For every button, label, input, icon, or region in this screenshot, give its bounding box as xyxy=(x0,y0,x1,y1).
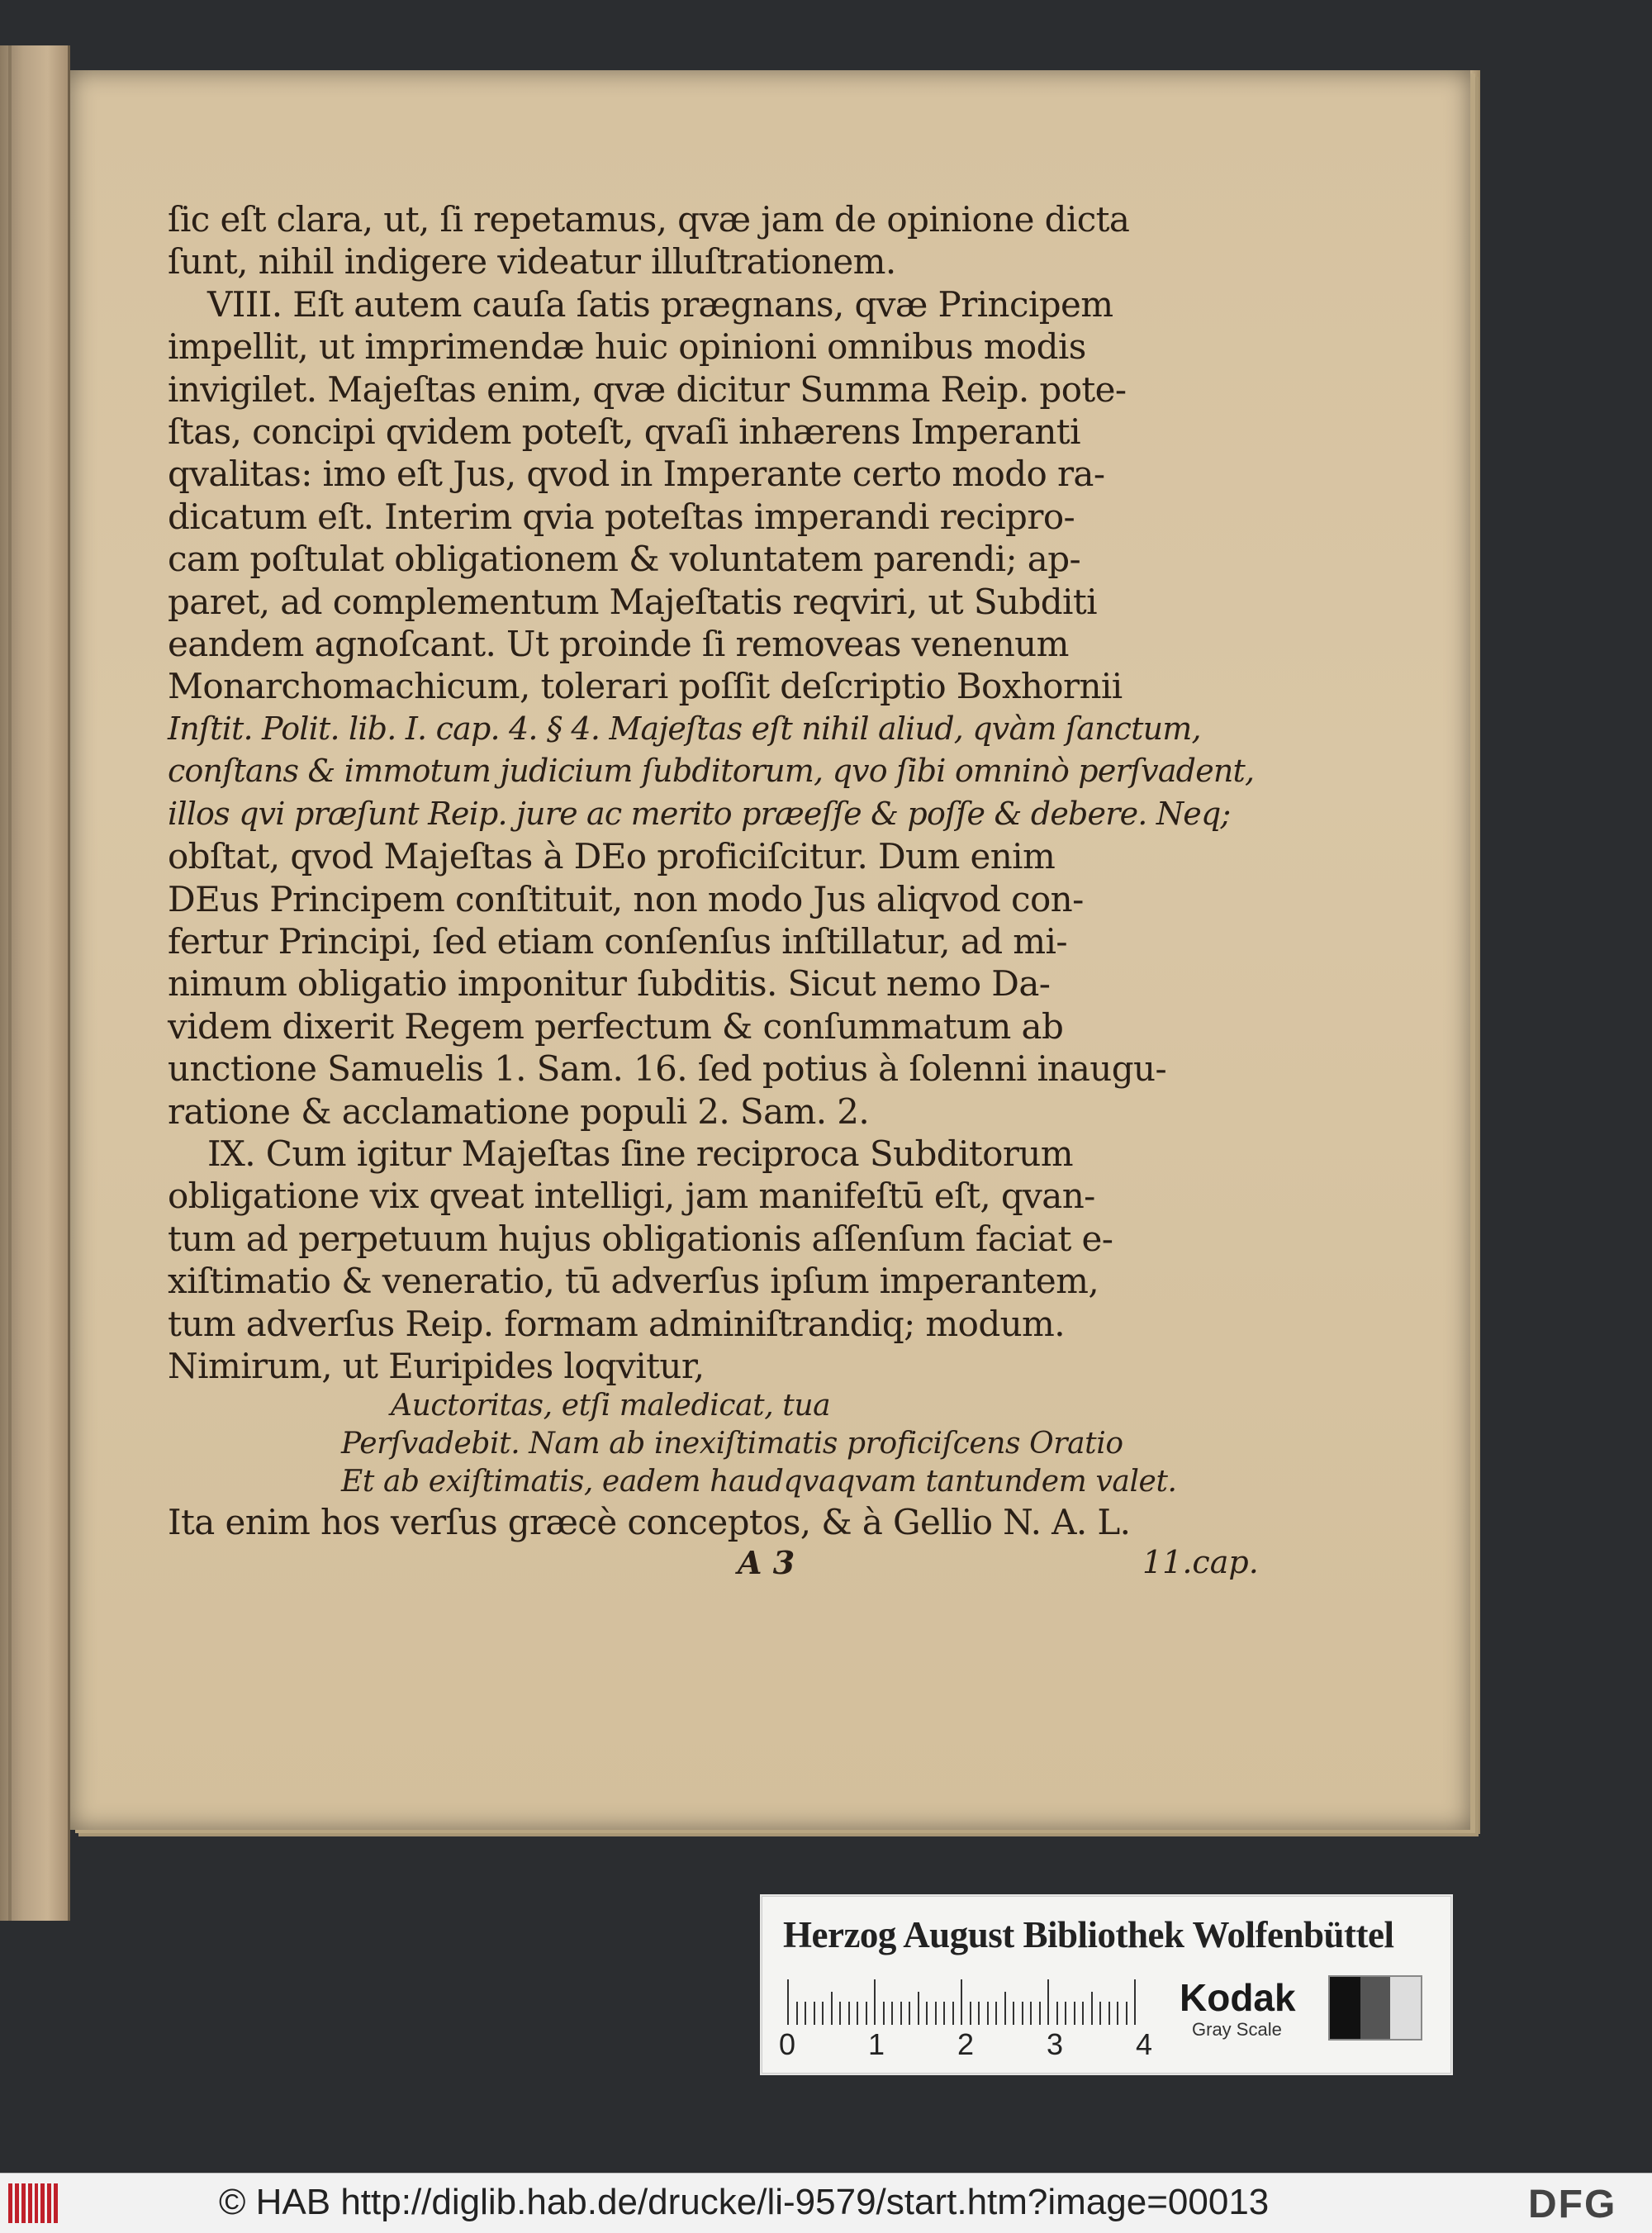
ruler-tick xyxy=(787,1979,789,2025)
scale-number: 1 xyxy=(868,2027,885,2061)
ruler-tick xyxy=(1134,1979,1136,2025)
ruler-tick xyxy=(796,2002,798,2025)
ruler-tick xyxy=(1030,2002,1032,2025)
verse-line: Et ab exiſtimatis, eadem haudqvaqvam tantundem valet. xyxy=(341,1465,1177,1499)
text-line: ratione & acclamatione populi 2. Sam. 2. xyxy=(168,1090,870,1132)
verse-line: Auctoritas, etſi maledicat, tua xyxy=(391,1389,831,1423)
swatch-black xyxy=(1330,1977,1360,2039)
text-line: IX. Cum igitur Majeſtas ſine reciproca Subditorum xyxy=(207,1133,1073,1174)
verse-line: Perſvadebit. Nam ab inexiſtimatis proficiſcens Oratio xyxy=(341,1427,1123,1461)
text-line: dicatum eſt. Interim qvia poteſtas imperandi recipro- xyxy=(168,496,1075,537)
text-line: impellit, ut imprimendæ huic opinioni omnibus modis xyxy=(168,326,1086,368)
gray-scale-label: Gray Scale xyxy=(1192,2019,1282,2040)
text-line: fertur Principi, ſed etiam conſenſus inſtillatur, ad mi- xyxy=(168,920,1067,962)
ruler-tick xyxy=(891,2002,893,2025)
scale-ruler xyxy=(787,1979,1138,2025)
ruler-tick xyxy=(831,1992,833,2025)
ruler-tick xyxy=(1082,2002,1084,2025)
ruler-tick xyxy=(935,2002,937,2025)
ruler-tick xyxy=(909,2002,910,2025)
ruler-tick xyxy=(1004,1992,1006,2025)
viewer-footer xyxy=(0,2173,1652,2233)
text-line: eandem agnoſcant. Ut proinde ſi removeas venenum xyxy=(168,624,1069,665)
page-fore-edge xyxy=(1470,70,1480,1834)
ruler-tick xyxy=(857,2002,858,2025)
ruler-tick xyxy=(1056,2002,1058,2025)
text-line: unctione Samuelis 1. Sam. 16. ſed potius à ſolenni inaugu- xyxy=(168,1048,1167,1090)
page-text xyxy=(168,198,1258,1585)
ruler-tick xyxy=(926,2002,928,2025)
text-line: VIII. Eſt autem cauſa ſatis prægnans, qvæ Principem xyxy=(207,283,1113,325)
ruler-tick xyxy=(1099,2002,1101,2025)
ruler-tick xyxy=(1065,2002,1066,2025)
catchword: 11.cap. xyxy=(1142,1543,1259,1580)
scale-number: 2 xyxy=(957,2027,975,2061)
ruler-tick xyxy=(900,2002,902,2025)
ruler-tick xyxy=(952,2002,954,2025)
library-name: Herzog August Bibliothek Wolfenbüttel xyxy=(783,1914,1394,1955)
ruler-tick xyxy=(822,2002,824,2025)
barcode-icon xyxy=(8,2183,58,2223)
text-line: tum ad perpetuum hujus obligationis aſſenſum faciat e- xyxy=(168,1218,1113,1259)
ruler-tick xyxy=(874,1979,876,2025)
ruler-tick xyxy=(995,2002,997,2025)
gray-swatches xyxy=(1328,1975,1422,2041)
text-line: paret, ad complementum Majeſtatis reqviri, ut Subditi xyxy=(168,581,1097,622)
scale-number: 4 xyxy=(1136,2027,1153,2061)
text-line: obſtat, qvod Majeſtas à DEo proficiſcitur. Dum enim xyxy=(168,836,1056,877)
ruler-tick xyxy=(814,2002,815,2025)
ruler-tick xyxy=(970,2002,971,2025)
text-line: ſunt, nihil indigere videatur illuſtrationem. xyxy=(168,241,896,283)
adjacent-page-edge xyxy=(0,45,70,1921)
copyright-link[interactable]: © HAB http://diglib.hab.de/drucke/li-9579/start.htm?image=00013 xyxy=(219,2182,1270,2222)
ruler-tick xyxy=(987,2002,989,2025)
ruler-tick xyxy=(978,2002,980,2025)
text-line: nimum obligatio imponitur ſubditis. Sicut nemo Da- xyxy=(168,963,1051,1005)
text-line: obligatione vix qveat intelligi, jam manifeſtū eſt, qvan- xyxy=(168,1176,1095,1217)
scale-number: 3 xyxy=(1047,2027,1064,2061)
ruler-tick xyxy=(866,2002,867,2025)
ruler-tick xyxy=(1013,2002,1014,2025)
ruler-tick xyxy=(805,2002,806,2025)
text-line-italic: illos qvi præſunt Reip. jure ac merito præeſſe & poſſe & debere. Neq; xyxy=(168,795,1231,832)
dfg-logo: DFG xyxy=(1528,2183,1617,2226)
ruler-tick xyxy=(883,2002,885,2025)
text-line: ſic eſt clara, ut, ſi repetamus, qvæ jam de opinione dicta xyxy=(168,199,1130,240)
text-line: Monarchomachicum, tolerari poſſit deſcriptio Boxhornii xyxy=(168,666,1123,707)
text-line: invigilet. Majeſtas enim, qvæ dicitur Summa Reip. pote- xyxy=(168,368,1127,410)
swatch-light xyxy=(1390,1977,1421,2039)
ruler-tick xyxy=(1047,1979,1049,2025)
ruler-tick xyxy=(839,2002,841,2025)
text-line: cam poſtulat obligationem & voluntatem parendi; ap- xyxy=(168,539,1081,580)
ruler-tick xyxy=(943,2002,945,2025)
ruler-tick xyxy=(848,2002,850,2025)
ruler-tick xyxy=(961,1979,962,2025)
ruler-tick xyxy=(1108,2002,1110,2025)
signature-mark: A 3 xyxy=(738,1543,795,1581)
ruler-tick xyxy=(1117,2002,1118,2025)
text-line-italic: conſtans & immotum judicium ſubditorum, qvo ſibi omninò perſvadent, xyxy=(168,753,1255,790)
swatch-gray xyxy=(1360,1977,1391,2039)
text-line: ſtas, concipi qvidem poteſt, qvaſi inhærens Imperanti xyxy=(168,411,1080,453)
text-line-italic: Inſtit. Polit. lib. I. cap. 4. § 4. Majeſtas eſt nihil aliud, qvàm ſanctum, xyxy=(168,710,1201,747)
kodak-logo: Kodak xyxy=(1180,1976,1296,2019)
ruler-tick xyxy=(1091,1992,1093,2025)
text-line: Nimirum, ut Euripides loqvitur, xyxy=(168,1345,705,1386)
scale-number: 0 xyxy=(779,2027,796,2061)
text-line: Ita enim hos verſus græcè conceptos, & à Gellio N. A. L. xyxy=(168,1502,1131,1543)
page-footer-line xyxy=(168,1544,1258,1585)
ruler-tick xyxy=(1022,2002,1023,2025)
ruler-tick xyxy=(1074,2002,1075,2025)
ruler-tick xyxy=(1126,2002,1127,2025)
color-calibration-card xyxy=(762,1896,1451,2074)
ruler-tick xyxy=(1039,2002,1041,2025)
text-line: DEus Principem conſtituit, non modo Jus aliqvod con- xyxy=(168,878,1084,919)
text-line: tum adverſus Reip. formam adminiſtrandiq; modum. xyxy=(168,1303,1066,1344)
text-line: qvalitas: imo eſt Jus, qvod in Imperante certo modo ra- xyxy=(168,454,1105,495)
text-line: videm dixerit Regem perfectum & conſummatum ab xyxy=(168,1005,1064,1047)
text-line: xiſtimatio & veneratio, tū adverſus ipſum imperantem, xyxy=(168,1261,1099,1302)
book-page xyxy=(70,70,1470,1830)
ruler-tick xyxy=(918,1992,919,2025)
